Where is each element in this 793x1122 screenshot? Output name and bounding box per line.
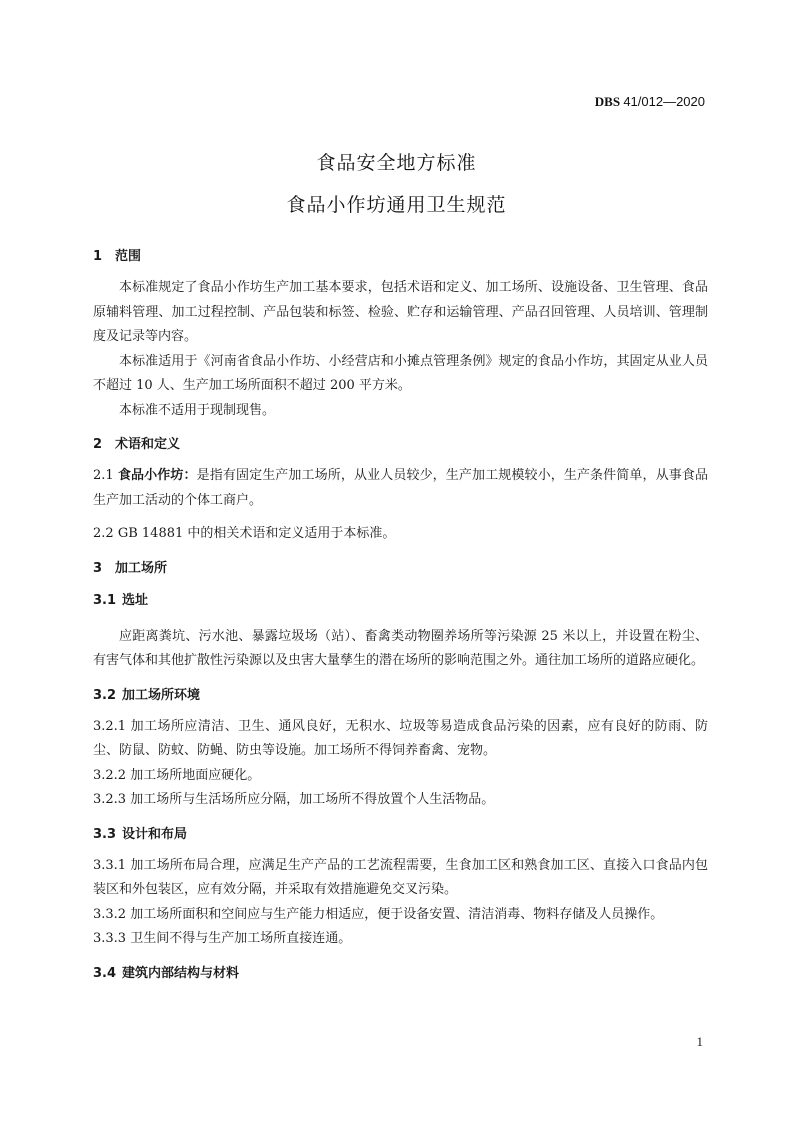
- clause-2-1-term: 食品小作坊：: [117, 468, 197, 483]
- subsection-3-4-heading: [93, 961, 708, 986]
- section-2-title: 术语和定义: [115, 437, 181, 452]
- clause-3-3-3: [93, 927, 708, 952]
- section-3-title: 加工场所: [115, 560, 168, 576]
- subsection-3-2-title: 加工场所环境: [122, 687, 201, 703]
- standard-code: [595, 94, 705, 110]
- clause-3-3-3-number: 3.3.3: [93, 931, 127, 946]
- section-3-heading: [93, 556, 708, 581]
- section-2-number: 2: [93, 437, 103, 452]
- clause-3-1-text: 应距离粪坑、污水池、暴露垃圾场（站）、畜禽类动物圈养场所等污染源 25 米以上，并设置在粉尘、有害气体和其他扩散性污染源以及虫害大量孳生的潜在场所的影响范围之外。通往加工场所的道路应硬化。: [93, 628, 708, 668]
- clause-3-3-2: [93, 903, 708, 928]
- section-1-number: 1: [93, 249, 103, 264]
- standard-code-prefix: DBS: [594, 94, 621, 109]
- section-1-paragraph-2: 本标准适用于《河南省食品小作坊、小经营店和小摊点管理条例》规定的食品小作坊，其固定从业人员不超过 10 人、生产加工场所面积不超过 200 平方米。: [93, 353, 708, 393]
- clause-3-3-3-text: 卫生间不得与生产加工场所直接连通。: [130, 931, 352, 946]
- clause-3-2-2-text: 加工场所地面应硬化。: [130, 767, 261, 783]
- subsection-3-3-heading: [93, 822, 708, 847]
- section-2-heading: [93, 432, 708, 457]
- subsection-3-3-title: 设计和布局: [122, 826, 188, 842]
- section-1-paragraph-3: 本标准不适用于现制现售。: [119, 402, 276, 418]
- clause-3-2-1-text: 加工场所应清洁、卫生、通风良好，无积水、垃圾等易造成食品污染的因素，应有良好的防雨、防尘、防鼠、防蚊、防蝇、防虫等设施。加工场所不得饲养畜禽、宠物。: [93, 718, 708, 758]
- clause-3-3-1-text: 加工场所布局合理，应满足生产产品的工艺流程需要，生食加工区和熟食加工区、直接入口食品内包装区和外包装区，应有效分隔，并采取有效措施避免交叉污染。: [93, 857, 708, 897]
- document-title-line2: 食品小作坊通用卫生规范: [286, 194, 507, 216]
- page-number: 1: [696, 1034, 703, 1049]
- clause-3-2-2: [93, 764, 708, 789]
- clause-2-1-text: 是指有固定生产加工场所，从业人员较少，生产加工规模较小，生产条件简单，从事食品生产加工活动的个体工商户。: [93, 468, 708, 508]
- clause-3-3-1-number: 3.3.1: [93, 857, 127, 873]
- clause-3-2-1-number: 3.2.1: [93, 718, 127, 734]
- section-1-heading: [93, 244, 708, 269]
- clause-2-1: [93, 464, 708, 513]
- subsection-3-4-number: 3.4: [93, 965, 117, 981]
- clause-3-2-3: [93, 788, 708, 813]
- clause-3-2-3-text: 加工场所与生活场所应分隔，加工场所不得放置个人生活物品。: [130, 792, 495, 807]
- subsection-3-4-title: 建筑内部结构与材料: [122, 965, 240, 981]
- clause-3-2-2-number: 3.2.2: [93, 767, 127, 783]
- subsection-3-3-number: 3.3: [93, 826, 117, 842]
- section-1-paragraph-1: 本标准规定了食品小作坊生产加工基本要求，包括术语和定义、加工场所、设施设备、卫生管理、食品原辅料管理、加工过程控制、产品包装和标签、检验、贮存和运输管理、产品召回管理、人员培训、管理制度及记录等内容。: [93, 280, 708, 344]
- clause-2-2: [93, 522, 708, 547]
- clause-2-1-number: 2.1: [93, 468, 114, 483]
- document-body: [93, 244, 708, 986]
- subsection-3-1-number: 3.1: [93, 592, 117, 608]
- clause-3-2-3-number: 3.2.3: [93, 792, 127, 807]
- clause-3-3-1: [93, 854, 708, 903]
- clause-3-3-2-number: 3.3.2: [93, 906, 127, 922]
- subsection-3-2-number: 3.2: [93, 687, 117, 703]
- clause-2-2-text: GB 14881 中的相关术语和定义适用于本标准。: [117, 526, 396, 541]
- section-1-title: 范围: [115, 249, 142, 264]
- document-title-line1: 食品安全地方标准: [316, 152, 477, 174]
- clause-3-3-2-text: 加工场所面积和空间应与生产能力相适应，便于设备安置、清洁消毒、物料存储及人员操作。: [130, 906, 664, 922]
- subsection-3-1-title: 选址: [122, 592, 149, 608]
- clause-2-2-number: 2.2: [93, 526, 114, 541]
- clause-3-2-1: [93, 715, 708, 764]
- section-3-number: 3: [93, 560, 103, 576]
- subsection-3-1-heading: [93, 588, 708, 613]
- subsection-3-2-heading: [93, 683, 708, 708]
- standard-code-number: 41/012—2020: [623, 94, 705, 109]
